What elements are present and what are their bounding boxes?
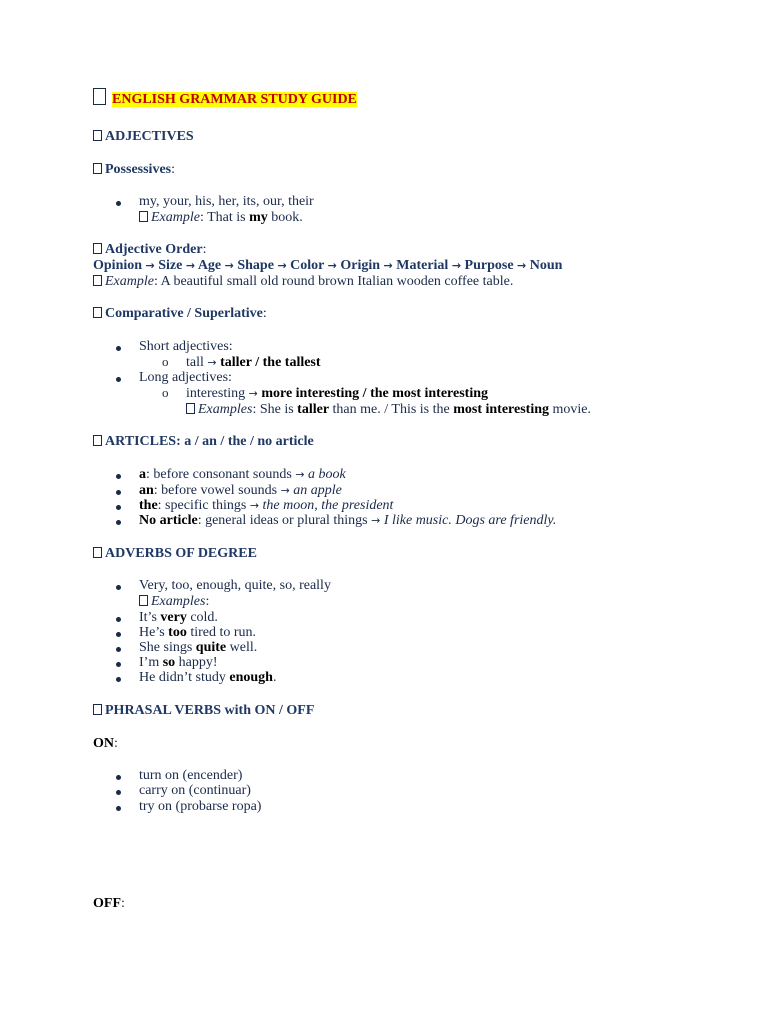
subheading-on: ON: bbox=[93, 736, 118, 751]
list-item: turn on (encender) bbox=[139, 768, 243, 783]
list-item: an: before vowel sounds → an apple bbox=[139, 483, 342, 498]
adverbs-list: Very, too, enough, quite, so, really bbox=[139, 578, 331, 593]
bullet-icon bbox=[116, 490, 121, 495]
circle-bullet-icon: o bbox=[162, 354, 169, 369]
bullet-icon bbox=[116, 790, 121, 795]
bullet-icon bbox=[116, 201, 121, 206]
long-adjectives-example: interesting → more interesting / the most interesting bbox=[186, 386, 489, 401]
checkbox-icon bbox=[93, 88, 106, 105]
list-item: carry on (continuar) bbox=[139, 783, 251, 798]
short-adjectives-example: tall → taller / the tallest bbox=[186, 355, 321, 370]
bullet-icon bbox=[116, 647, 121, 652]
section-heading-phrasal-verbs: PHRASAL VERBS with ON / OFF bbox=[93, 703, 314, 719]
checkbox-icon bbox=[93, 163, 102, 174]
section-heading-articles: ARTICLES: a / an / the / no article bbox=[93, 434, 314, 450]
bullet-icon bbox=[116, 677, 121, 682]
list-item: He didn’t study enough. bbox=[139, 670, 277, 685]
bullet-icon bbox=[116, 520, 121, 525]
bullet-icon bbox=[116, 474, 121, 479]
bullet-icon bbox=[116, 806, 121, 811]
list-item: I’m so happy! bbox=[139, 655, 218, 670]
subheading-adjective-order: Adjective Order: bbox=[93, 242, 206, 258]
list-item: She sings quite well. bbox=[139, 640, 258, 655]
possessives-list: my, your, his, her, its, our, their bbox=[139, 194, 314, 209]
circle-bullet-icon: o bbox=[162, 385, 169, 400]
bullet-icon bbox=[116, 617, 121, 622]
list-item: It’s very cold. bbox=[139, 610, 218, 625]
subheading-comparative: Comparative / Superlative: bbox=[93, 306, 267, 322]
checkbox-icon bbox=[93, 130, 102, 141]
bullet-icon bbox=[116, 632, 121, 637]
possessives-example: Example: That is my book. bbox=[139, 210, 303, 226]
section-heading-adjectives: ADJECTIVES bbox=[93, 129, 194, 145]
list-item: try on (probarse ropa) bbox=[139, 799, 262, 814]
bullet-icon bbox=[116, 505, 121, 510]
bullet-icon bbox=[116, 377, 121, 382]
page-title: ENGLISH GRAMMAR STUDY GUIDE bbox=[112, 92, 357, 107]
list-item: He’s too tired to run. bbox=[139, 625, 257, 640]
comparative-examples: Examples: She is taller than me. / This is the most interesting movie. bbox=[186, 402, 591, 418]
checkbox-icon bbox=[93, 704, 102, 715]
checkbox-icon bbox=[93, 243, 102, 254]
checkbox-icon bbox=[139, 211, 148, 222]
adjective-order-sequence: Opinion → Size → Age → Shape → Color → Origin → Material → Purpose → Noun bbox=[93, 258, 563, 273]
bullet-icon bbox=[116, 346, 121, 351]
title-row bbox=[93, 88, 357, 112]
bullet-icon bbox=[116, 662, 121, 667]
list-item: No article: general ideas or plural things → I like music. Dogs are friendly. bbox=[139, 513, 557, 528]
checkbox-icon bbox=[93, 435, 102, 446]
list-item: a: before consonant sounds → a book bbox=[139, 467, 346, 482]
adjective-order-example: Example: A beautiful small old round brown Italian wooden coffee table. bbox=[93, 274, 513, 290]
checkbox-icon bbox=[93, 307, 102, 318]
bullet-icon bbox=[116, 775, 121, 780]
long-adjectives-label: Long adjectives: bbox=[139, 370, 232, 385]
checkbox-icon bbox=[186, 403, 195, 414]
subheading-off: OFF: bbox=[93, 896, 125, 911]
short-adjectives-label: Short adjectives: bbox=[139, 339, 233, 354]
subheading-possessives: Possessives: bbox=[93, 162, 175, 178]
checkbox-icon bbox=[139, 595, 148, 606]
checkbox-icon bbox=[93, 547, 102, 558]
list-item: the: specific things → the moon, the president bbox=[139, 498, 394, 513]
checkbox-icon bbox=[93, 275, 102, 286]
adverbs-examples-label: Examples: bbox=[139, 594, 209, 610]
section-heading-adverbs: ADVERBS OF DEGREE bbox=[93, 546, 257, 562]
bullet-icon bbox=[116, 585, 121, 590]
